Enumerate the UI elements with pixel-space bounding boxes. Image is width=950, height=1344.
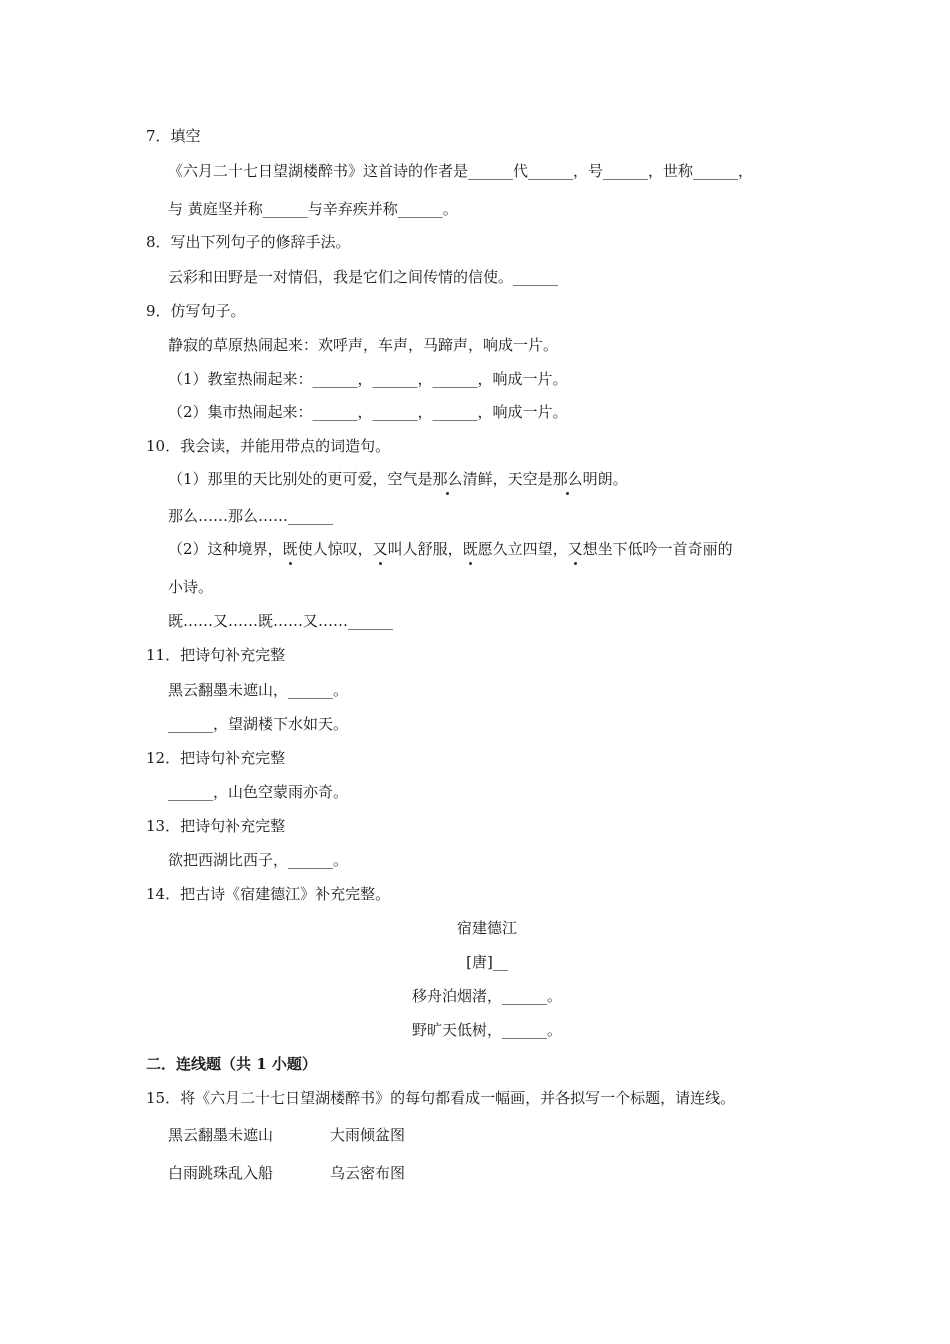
- sentence-1-part-c: 明朗。: [582, 470, 628, 488]
- question-12-title: 12．把诗句补充完整: [146, 749, 286, 767]
- sentence-2-part-d: 愿久立四望，: [477, 540, 568, 558]
- matching-row-1: [168, 1125, 406, 1145]
- question-14-title: 14．把古诗《宿建德江》补充完整。: [146, 885, 391, 903]
- dotted-word-5: 既: [462, 540, 478, 558]
- question-8-title: 8．写出下列句子的修辞手法。: [146, 233, 351, 251]
- poem-verse-2: 野旷天低树，______。: [411, 1021, 562, 1039]
- question-9-item-1: （1）教室热闹起来：______，______，______，响成一片。: [168, 370, 568, 388]
- question-11-line-1: 黑云翻墨未遮山，______。: [168, 681, 349, 699]
- question-9-example: 静寂的草原热闹起来：欢呼声，车声，马蹄声，响成一片。: [168, 336, 559, 354]
- matching-right-1[interactable]: 大雨倾盆图: [330, 1126, 406, 1144]
- dotted-word-3: 既: [282, 540, 298, 558]
- question-10-answer-2: 既……又……既……又……______: [168, 612, 394, 630]
- poem-title: 宿建德江: [456, 919, 517, 937]
- sentence-2-part-c: 叫人舒服，: [387, 540, 463, 558]
- question-13-line-1: 欲把西湖比西子，______。: [168, 851, 349, 869]
- question-7-line-2: 与 黄庭坚并称______与辛弃疾并称______。: [168, 200, 458, 218]
- question-15-title: 15．将《六月二十七日望湖楼醉书》的每句都看成一幅画，并各拟写一个标题，请连线。: [146, 1089, 736, 1107]
- question-10-sentence-2-cont: 小诗。: [168, 578, 214, 596]
- section-2-heading: 二．连线题（共 1 小题）: [146, 1055, 317, 1073]
- question-10-sentence-2: [168, 539, 733, 559]
- question-9-title: 9．仿写句子。: [146, 302, 246, 320]
- question-11-title: 11．把诗句补充完整: [146, 646, 286, 664]
- question-13-title: 13．把诗句补充完整: [146, 817, 286, 835]
- poem-verse-1: 移舟泊烟渚，______。: [411, 987, 562, 1005]
- sentence-2-part-e: 想坐下低吟一首奇丽的: [582, 540, 733, 558]
- dotted-word-6: 又: [567, 540, 583, 558]
- question-12-line-1: ______，山色空蒙雨亦奇。: [168, 783, 349, 801]
- matching-row-2: [168, 1163, 406, 1183]
- sentence-2-part-b: 使人惊叹，: [297, 540, 373, 558]
- question-10-answer-1: 那么……那么……______: [168, 507, 334, 525]
- matching-left-2[interactable]: 白雨跳珠乱入船: [168, 1164, 274, 1182]
- question-11-line-2: ______，望湖楼下水如天。: [168, 715, 349, 733]
- matching-right-2[interactable]: 乌云密布图: [330, 1164, 406, 1182]
- question-9-item-2: （2）集市热闹起来：______，______，______，响成一片。: [168, 403, 568, 421]
- question-8-line-1: 云彩和田野是一对情侣，我是它们之间传情的信使。______: [168, 268, 559, 286]
- sentence-1-part-a: （1）那里的天比别处的更可爱，空气是: [168, 470, 433, 488]
- dotted-word-1: 那么: [432, 470, 463, 488]
- question-7-title: 7．填空: [146, 127, 201, 145]
- poem-dynasty: [唐]__: [466, 953, 508, 971]
- sentence-1-part-b: 清鲜，天空是: [462, 470, 553, 488]
- question-10-title: 10．我会读，并能用带点的词造句。: [146, 437, 391, 455]
- question-7-line-1: 《六月二十七日望湖楼醉书》这首诗的作者是______代______，号______，世称______，: [168, 162, 754, 180]
- dotted-word-4: 又: [372, 540, 388, 558]
- dotted-word-2: 那么: [552, 470, 583, 488]
- matching-left-1[interactable]: 黑云翻墨未遮山: [168, 1126, 274, 1144]
- sentence-2-part-a: （2）这种境界，: [168, 540, 283, 558]
- question-10-sentence-1: [168, 469, 628, 489]
